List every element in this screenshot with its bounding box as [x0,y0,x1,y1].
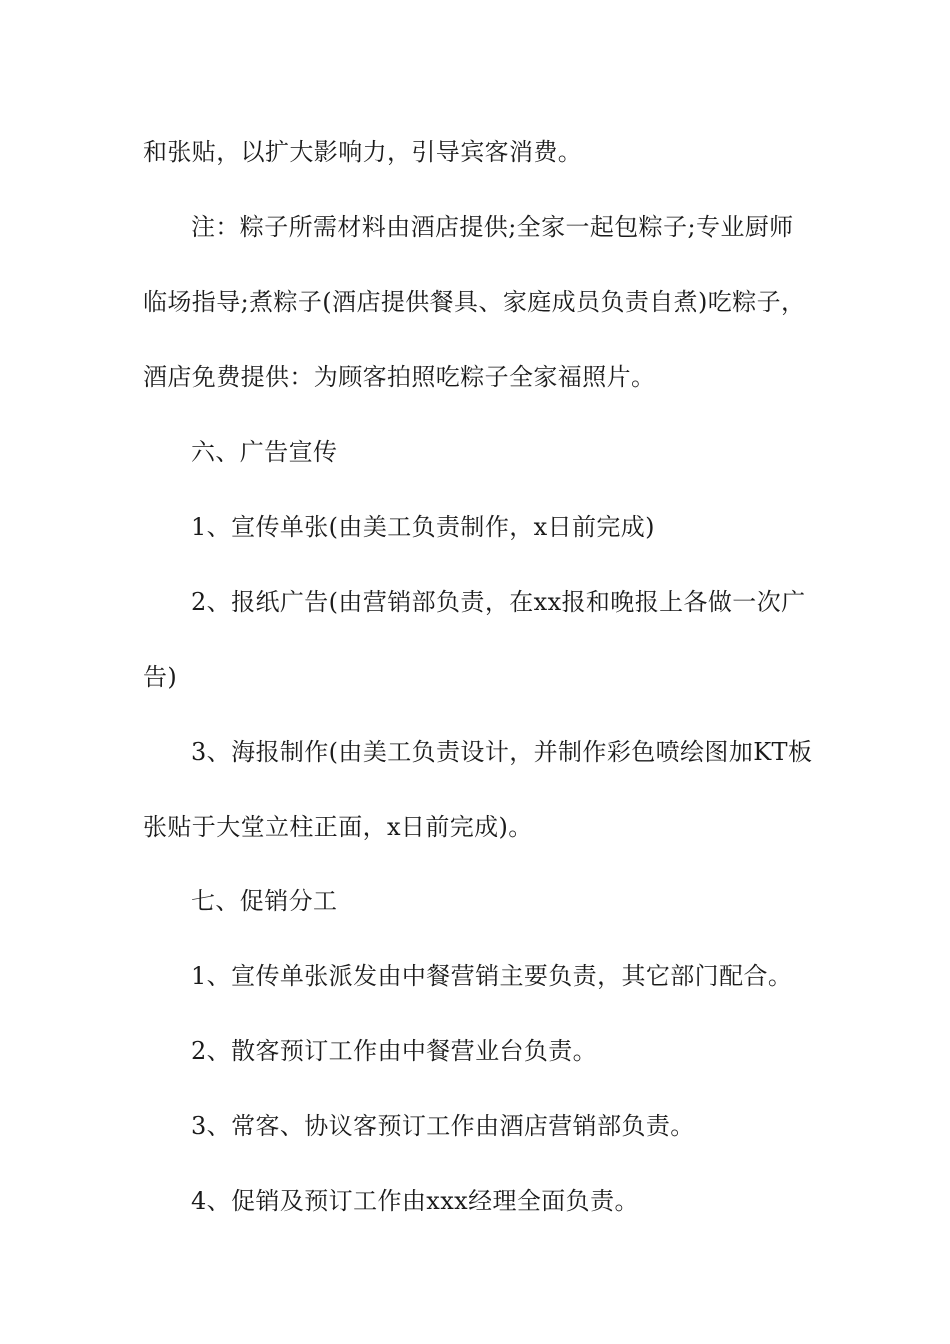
list-item: 1、宣传单张(由美工负责制作，x日前完成) [191,513,655,541]
paragraph-line: 临场指导;煮粽子(酒店提供餐具、家庭成员负责自煮)吃粽子， [143,288,806,316]
list-item: 2、散客预订工作由中餐营业台负责。 [191,1037,598,1065]
list-item: 4、促销及预订工作由xxx经理全面负责。 [191,1187,639,1215]
section-heading: 七、促销分工 [191,887,338,915]
paragraph-line: 酒店免费提供：为顾客拍照吃粽子全家福照片。 [143,363,656,391]
list-item-continuation: 告) [143,663,178,691]
list-item: 3、常客、协议客预订工作由酒店营销部负责。 [191,1112,695,1140]
section-heading: 六、广告宣传 [191,438,338,466]
list-item: 3、海报制作(由美工负责设计，并制作彩色喷绘图加KT板 [191,738,813,766]
list-item: 1、宣传单张派发由中餐营销主要负责，其它部门配合。 [191,962,793,990]
note-paragraph-line: 注：粽子所需材料由酒店提供;全家一起包粽子;专业厨师 [191,213,794,241]
paragraph-line: 和张贴，以扩大影响力，引导宾客消费。 [143,138,583,166]
list-item: 2、报纸广告(由营销部负责，在xx报和晚报上各做一次广 [191,588,806,616]
list-item-continuation: 张贴于大堂立柱正面，x日前完成)。 [143,813,533,841]
